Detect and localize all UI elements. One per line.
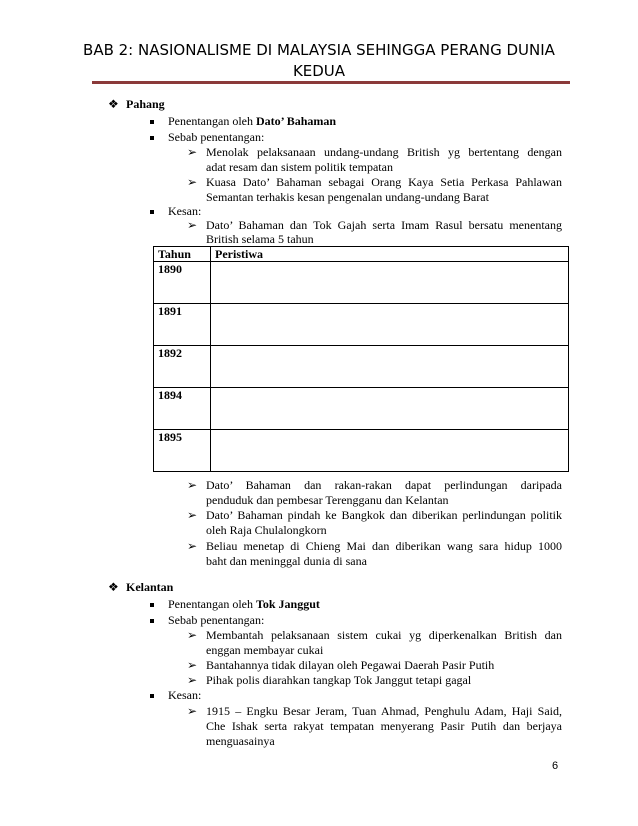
arrow-bullet-icon: ➢	[187, 175, 198, 189]
header-line-2: KEDUA	[292, 62, 346, 80]
penentangan-name: Tok Janggut	[255, 597, 320, 611]
table-cell-event	[211, 304, 569, 346]
table-row	[154, 388, 569, 430]
table-row	[154, 346, 569, 388]
pahang-sebab-label: Sebab penentangan:	[168, 130, 265, 144]
pahang-after-item-3-line1: Beliau menetap di Chieng Mai dan diberikan wang sara hidup 1000	[206, 539, 562, 553]
table-row	[154, 262, 569, 304]
kelantan-sebab-item-1-line1: Membantah pelaksanaan sistem cukai yg diperkenalkan British dan	[206, 628, 562, 642]
bullet-dot-icon	[150, 136, 154, 140]
bullet-dot-icon	[150, 210, 154, 214]
kelantan-sebab-item-3: Pihak polis diarahkan tangkap Tok Janggut tetapi gagal	[206, 673, 472, 687]
pahang-sebab-item-1-line1: Menolak pelaksanaan undang-undang British yg bertentang dengan	[206, 145, 562, 159]
header-line-1: BAB 2: NASIONALISME DI MALAYSIA SEHINGGA PERANG DUNIA	[83, 41, 555, 59]
pahang-kesan-item-1-line1: Dato’ Bahaman dan Tok Gajah serta Imam Rasul bersatu menentang	[206, 218, 562, 232]
penentangan-prefix: Penentangan oleh	[168, 597, 256, 611]
header-rule	[92, 81, 570, 84]
arrow-bullet-icon: ➢	[187, 539, 198, 553]
table-cell-year: 1895	[154, 430, 211, 472]
page-number: 6	[552, 760, 559, 772]
table-row	[154, 304, 569, 346]
pahang-penentangan	[168, 114, 336, 129]
table-cell-year: 1892	[154, 346, 211, 388]
bullet-dot-icon	[150, 694, 154, 698]
table-cell-year: 1890	[154, 262, 211, 304]
pahang-after-item-3-line2: baht dan meninggal dunia di sana	[206, 554, 367, 568]
kelantan-sebab-item-2: Bantahannya tidak dilayan oleh Pegawai Daerah Pasir Putih	[206, 658, 495, 672]
table-cell-year: 1894	[154, 388, 211, 430]
table-header-row	[154, 247, 569, 262]
kelantan-sebab-item-1-line2: enggan membayar cukai	[206, 643, 324, 657]
arrow-bullet-icon: ➢	[187, 704, 198, 718]
table-cell-year: 1891	[154, 304, 211, 346]
table-cell-event	[211, 430, 569, 472]
table-cell-event	[211, 346, 569, 388]
kelantan-kesan-item-1-line1: 1915 – Engku Besar Jeram, Tuan Ahmad, Penghulu Adam, Haji Said,	[206, 704, 562, 718]
bullet-dot-icon	[150, 619, 154, 623]
kelantan-kesan-item-1-line3: menguasainya	[206, 734, 275, 748]
arrow-bullet-icon: ➢	[187, 628, 198, 642]
arrow-bullet-icon: ➢	[187, 673, 198, 687]
events-table	[153, 246, 569, 472]
table-header-peristiwa: Peristiwa	[211, 247, 569, 262]
table-header-tahun: Tahun	[154, 247, 211, 262]
table-row	[154, 430, 569, 472]
arrow-bullet-icon: ➢	[187, 478, 198, 492]
table-cell-event	[211, 388, 569, 430]
bullet-dot-icon	[150, 603, 154, 607]
pahang-kesan-label: Kesan:	[168, 204, 202, 218]
section-title-pahang: Pahang	[126, 97, 165, 111]
pahang-sebab-item-2-line2: Semantan terhakis kesan pengenalan undang-undang Barat	[206, 190, 489, 204]
arrow-bullet-icon: ➢	[187, 508, 198, 522]
arrow-bullet-icon: ➢	[187, 145, 198, 159]
pahang-after-item-1-line2: penduduk dan pembesar Terengganu dan Kelantan	[206, 493, 449, 507]
penentangan-name: Dato’ Bahaman	[255, 114, 337, 128]
penentangan-prefix: Penentangan oleh	[168, 114, 256, 128]
pahang-sebab-item-1-line2: adat resam dan sistem politik tempatan	[206, 160, 393, 174]
section-title-kelantan: Kelantan	[126, 580, 174, 594]
arrow-bullet-icon: ➢	[187, 658, 198, 672]
pahang-after-item-1-line1: Dato’ Bahaman dan rakan-rakan dapat perlindungan daripada	[206, 478, 562, 492]
pahang-after-item-2-line2: oleh Raja Chulalongkorn	[206, 523, 327, 537]
table-cell-event	[211, 262, 569, 304]
pahang-after-item-2-line1: Dato’ Bahaman pindah ke Bangkok dan diberikan perlindungan politik	[206, 508, 562, 522]
kelantan-kesan-item-1-line2: Che Ishak serta rakyat tempatan menyerang Pasir Putih dan berjaya	[206, 719, 562, 733]
page-header	[0, 40, 638, 82]
diamond-bullet-icon: ❖	[108, 580, 119, 594]
bullet-dot-icon	[150, 120, 154, 124]
kelantan-penentangan	[168, 597, 320, 612]
diamond-bullet-icon: ❖	[108, 97, 119, 111]
arrow-bullet-icon: ➢	[187, 218, 198, 232]
kelantan-sebab-label: Sebab penentangan:	[168, 613, 265, 627]
pahang-kesan-item-1-line2: British selama 5 tahun	[206, 232, 314, 246]
kelantan-kesan-label: Kesan:	[168, 688, 202, 702]
pahang-sebab-item-2-line1: Kuasa Dato’ Bahaman sebagai Orang Kaya Setia Perkasa Pahlawan	[206, 175, 562, 189]
